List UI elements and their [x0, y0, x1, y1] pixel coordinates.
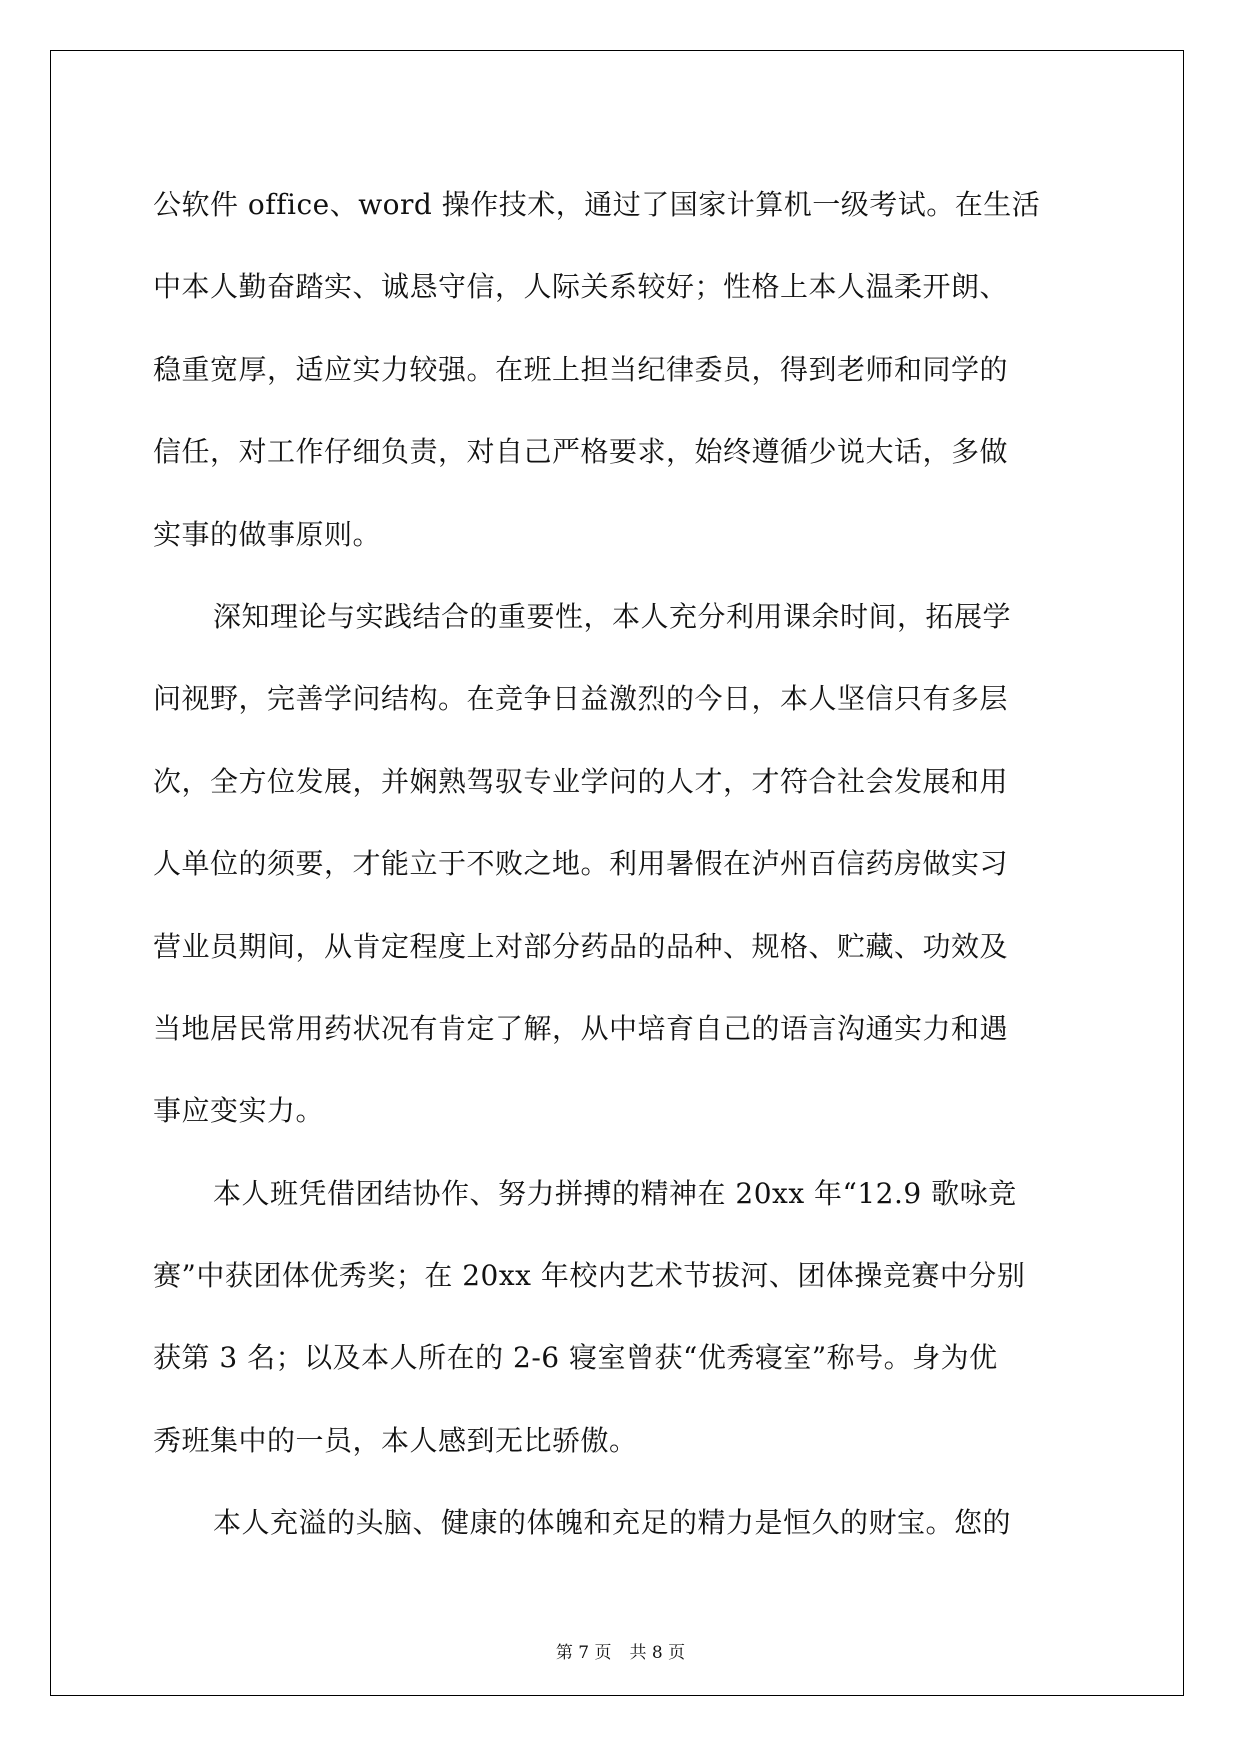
document-body	[153, 164, 1088, 1565]
text-line: 公软件 office、word 操作技术，通过了国家计算机一级考试。在生活	[153, 188, 1041, 221]
paragraph-first-line: 本人充溢的头脑、健康的体魄和充足的精力是恒久的财宝。您的	[213, 1506, 1012, 1540]
text-line: 赛”中获团体优秀奖；在 20xx 年校内艺术节拔河、团体操竞赛中分别	[153, 1259, 1026, 1293]
text-line: 信任，对工作仔细负责，对自己严格要求，始终遵循少说大话，多做	[153, 435, 1009, 469]
paragraph-first-line: 本人班凭借团结协作、努力拼搏的精神在 20xx 年“12.9 歌咏竞	[213, 1176, 1017, 1210]
text-line: 当地居民常用药状况有肯定了解，从中培育自己的语言沟通实力和遇	[153, 1011, 1009, 1045]
text-line: 营业员期间，从肯定程度上对部分药品的品种、规格、贮藏、功效及	[153, 929, 1009, 963]
total-pages: 共 8 页	[629, 1643, 686, 1663]
text-line: 次，全方位发展，并娴熟驾驭专业学问的人才，才符合社会发展和用	[153, 764, 1009, 798]
text-line: 事应变实力。	[153, 1094, 325, 1128]
text-line: 实事的做事原则。	[153, 517, 382, 551]
text-line: 秀班集中的一员，本人感到无比骄傲。	[153, 1423, 638, 1457]
paragraph-first-line: 深知理论与实践结合的重要性，本人充分利用课余时间，拓展学	[213, 599, 1012, 633]
text-line: 问视野，完善学问结构。在竞争日益激烈的今日，本人坚信只有多层	[153, 682, 1009, 716]
text-line: 稳重宽厚，适应实力较强。在班上担当纪律委员，得到老师和同学的	[153, 352, 1009, 386]
page-footer	[0, 1638, 1241, 1663]
text-line: 获第 3 名；以及本人所在的 2-6 寝室曾获“优秀寝室”称号。身为优	[153, 1341, 998, 1375]
current-page-number: 第 7 页	[555, 1643, 612, 1663]
text-line: 中本人勤奋踏实、诚恳守信，人际关系较好；性格上本人温柔开朗、	[153, 270, 1009, 304]
text-line: 人单位的须要，才能立于不败之地。利用暑假在泸州百信药房做实习	[153, 847, 1009, 881]
